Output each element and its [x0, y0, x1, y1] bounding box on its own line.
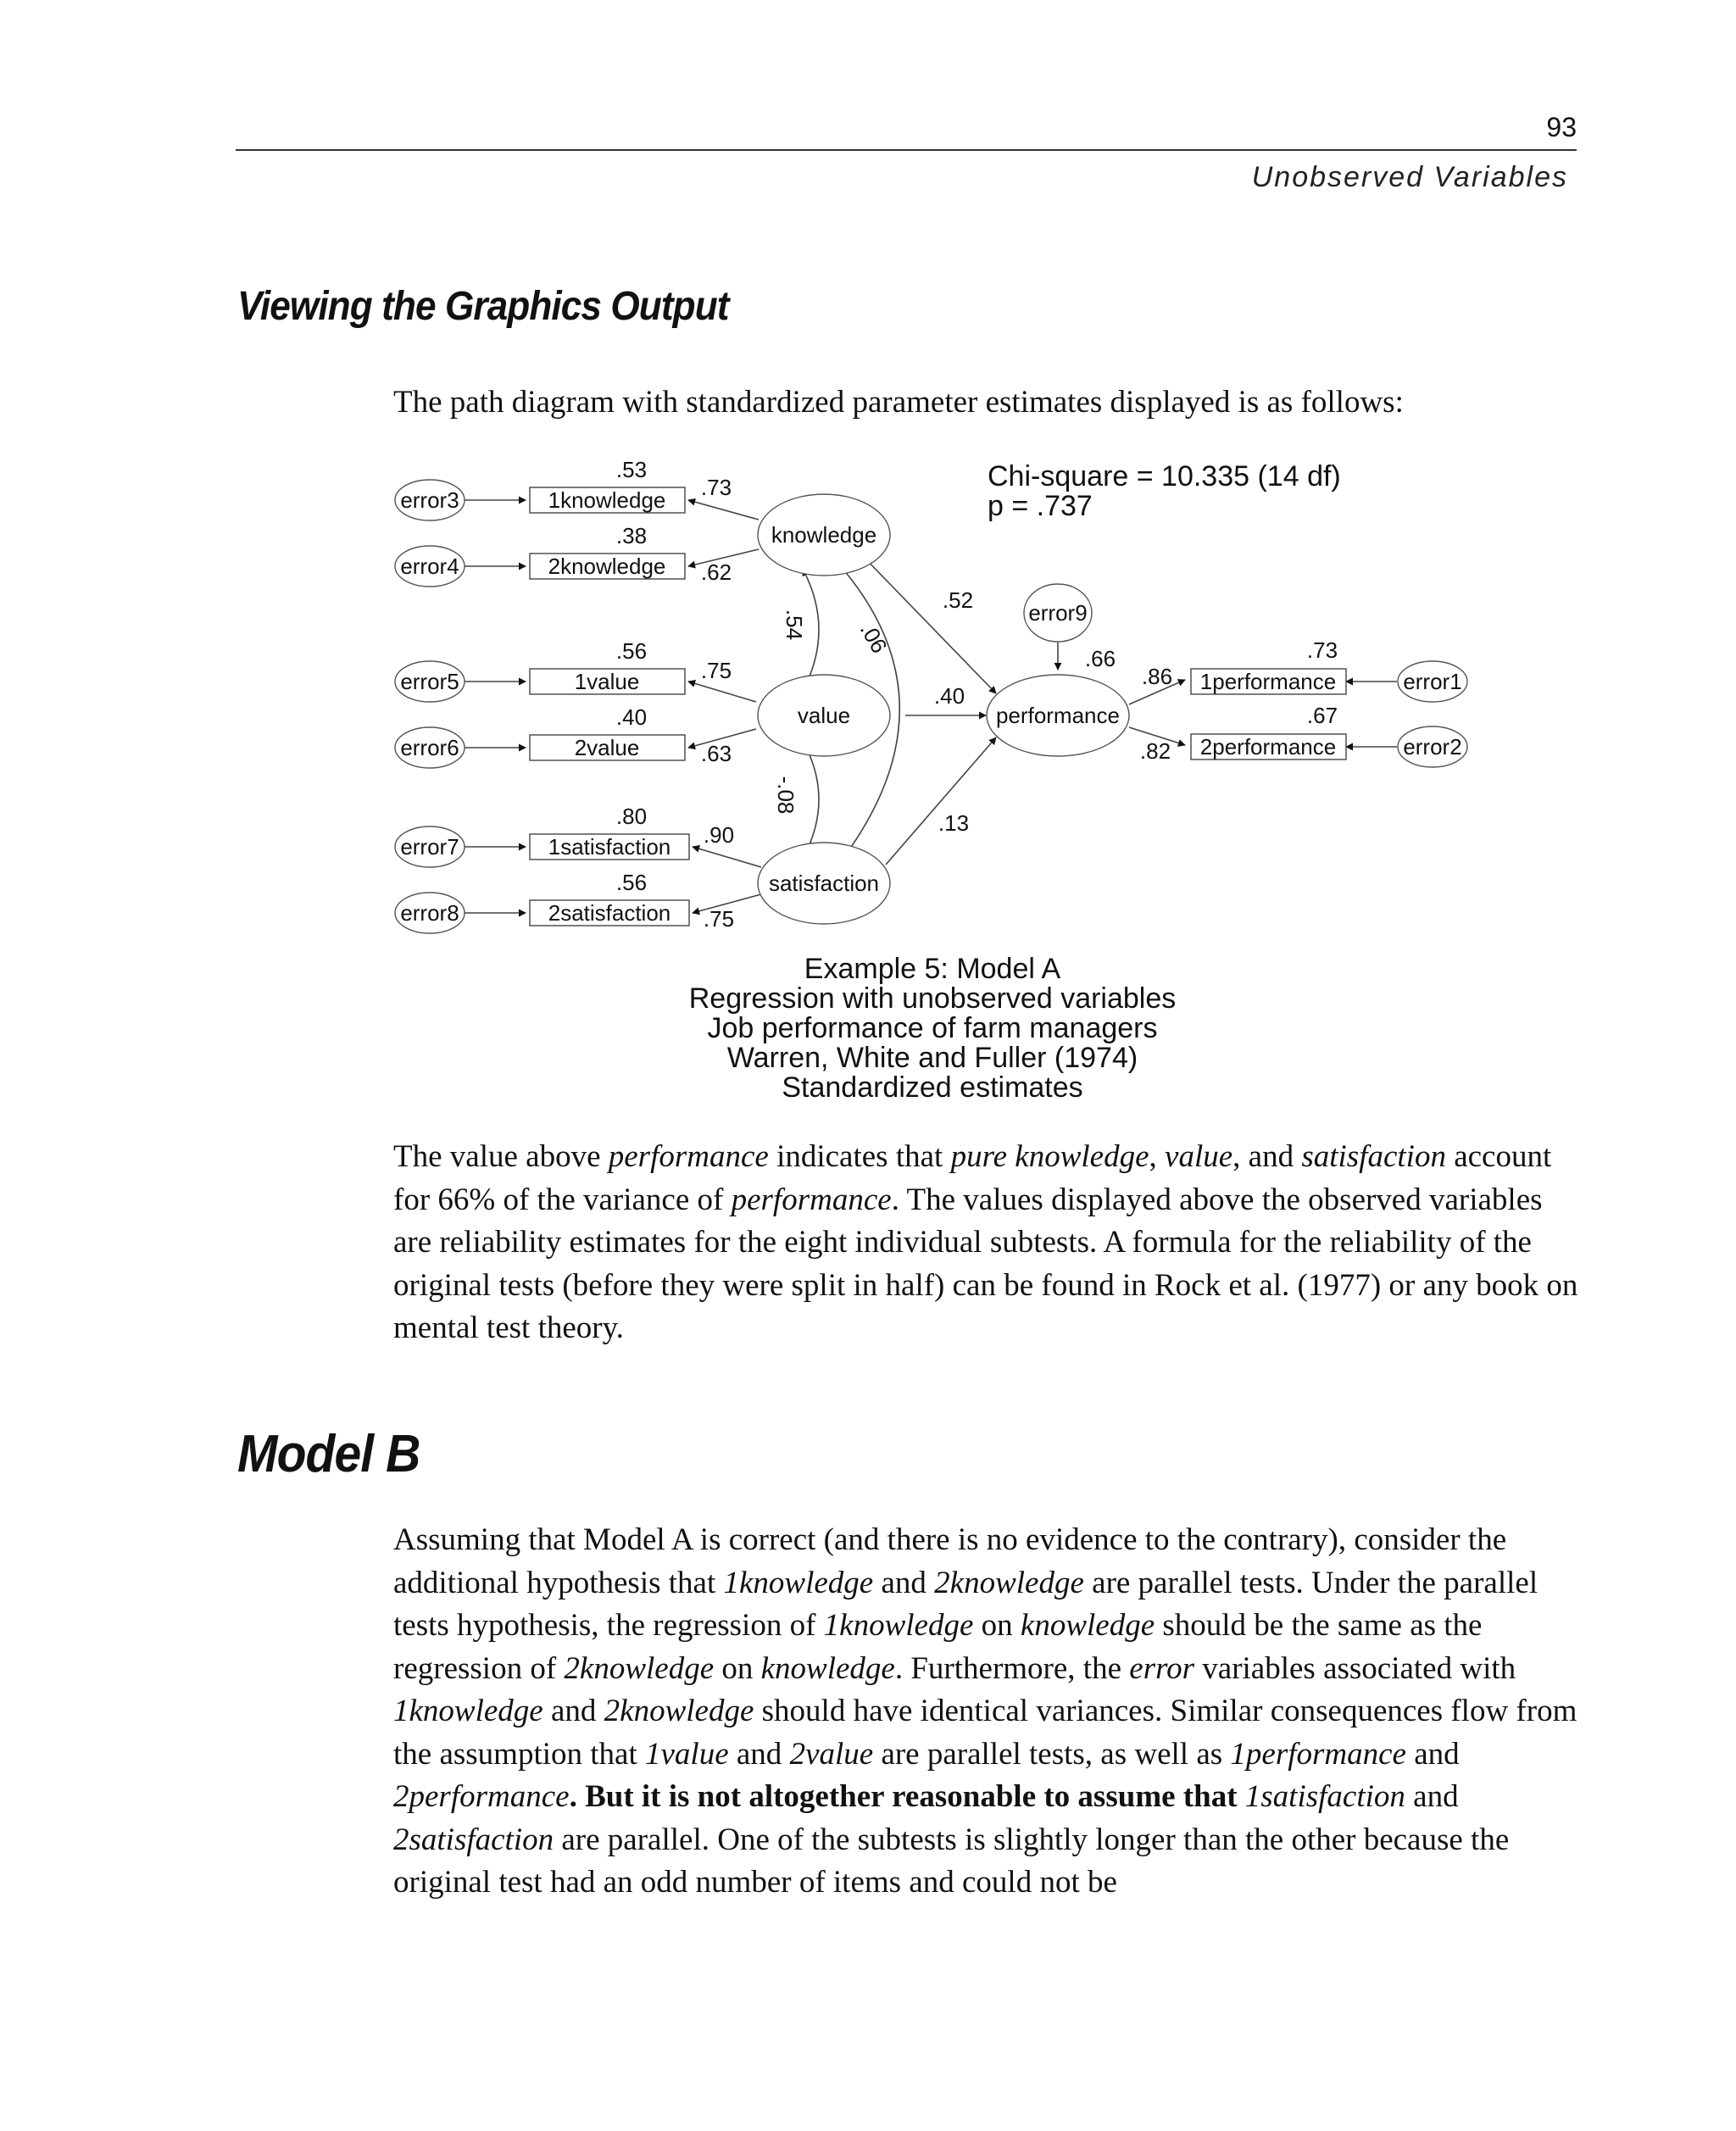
2knowledge-label: 2knowledge — [548, 554, 666, 579]
error2-label: error2 — [1403, 734, 1462, 759]
arrow-satisfaction-performance — [886, 737, 996, 865]
running-head: Unobserved Variables — [1251, 161, 1568, 193]
error7-label: error7 — [400, 834, 459, 860]
model-b-paragraph: Assuming that Model A is correct (and there is no evidence to the contrary), consider the additional hypothesis that 1knowledge and 2knowledge are parallel tests. Under the parallel tests hypothesis, the regression of 1knowledge on knowledge should be the same as the regression of 2knowledge on knowledge. Furthermore, the error variables associated with 1knowledge and 2knowledge should have identical variances. Similar consequences flow from the assumption that 1value and 2value are parallel tests, as well as 1performance and 2performance. But it is not altogether reasonable to assume that 1satisfaction and 2satisfaction are parallel. One of the subtests is slightly longer than the other because the original test had an odd number of items and could not be — [393, 1522, 1577, 1900]
reliability-2satisfaction: .56 — [615, 870, 648, 895]
reliability-1satisfaction: .80 — [615, 804, 648, 829]
p-value-text: p = .737 — [988, 490, 1093, 522]
loading-1satisfaction: .90 — [703, 822, 735, 848]
path-diagram — [390, 448, 1492, 1126]
reliability-1value: .56 — [615, 638, 648, 664]
1performance-label: 1performance — [1199, 669, 1337, 694]
caption-line-4: Warren, White and Fuller (1974) — [726, 1042, 1138, 1074]
knowledge-label: knowledge — [771, 522, 877, 548]
path-knowledge-performance: .52 — [942, 587, 974, 613]
arrow-satisfaction-1satisfaction — [693, 847, 761, 867]
value-label: value — [797, 703, 851, 728]
caption-line-5: Standardized estimates — [782, 1071, 1083, 1104]
section-heading: Viewing the Graphics Output — [237, 284, 729, 329]
corr-value-satisfaction — [803, 741, 819, 859]
reliability-2value: .40 — [615, 704, 648, 730]
reliability-2performance: .67 — [1306, 703, 1338, 728]
corr-value-satisfaction-label: -.08 — [773, 776, 798, 815]
1satisfaction-label: 1satisfaction — [548, 834, 671, 860]
2satisfaction-label: 2satisfaction — [548, 900, 671, 926]
page-number: 93 — [1546, 112, 1577, 142]
path-satisfaction-performance: .13 — [938, 810, 970, 836]
2value-label: 2value — [574, 735, 640, 760]
intro-paragraph: The path diagram with standardized parameter estimates displayed is as follows: — [393, 385, 1404, 420]
reliability-2knowledge: .38 — [615, 523, 648, 548]
model-b-heading: Model B — [237, 1425, 420, 1483]
error5-label: error5 — [400, 669, 459, 694]
caption-line-3: Job performance of farm managers — [707, 1012, 1158, 1044]
path-value-performance: .40 — [933, 683, 965, 709]
arrow-value-1value — [688, 682, 756, 702]
r-squared-performance: .66 — [1084, 646, 1116, 671]
reliability-1performance: .73 — [1306, 637, 1338, 663]
1knowledge-label: 1knowledge — [548, 487, 666, 513]
reliability-1knowledge: .53 — [615, 457, 648, 482]
caption-line-2: Regression with unobserved variables — [688, 982, 1177, 1015]
loading-2knowledge: .62 — [700, 559, 732, 585]
corr-knowledge-value-label: .54 — [782, 609, 807, 641]
arrow-knowledge-1knowledge — [688, 500, 759, 520]
error9-label: error9 — [1028, 600, 1088, 626]
explanation-paragraph: The value above performance indicates that pure knowledge, value, and satisfaction account for 66% of the variance of performance. The values displayed above the observed variables are reliability estimates for the eight individual subtests. A formula for the reliability of the original tests (before they were split in half) can be found in Rock et al. (1977) or any book on mental test theory. — [393, 1139, 1578, 1345]
loading-2satisfaction: .75 — [703, 906, 735, 932]
1value-label: 1value — [574, 669, 640, 694]
performance-label: performance — [996, 703, 1120, 728]
error6-label: error6 — [400, 735, 459, 760]
satisfaction-label: satisfaction — [768, 871, 880, 896]
loading-2performance: .82 — [1139, 738, 1171, 764]
header-rule — [236, 149, 1577, 151]
loading-1performance: .86 — [1141, 664, 1173, 689]
error8-label: error8 — [400, 900, 459, 926]
chi-square-text: Chi-square = 10.335 (14 df) — [988, 460, 1341, 492]
loading-2value: .63 — [700, 741, 732, 766]
error1-label: error1 — [1403, 669, 1462, 694]
corr-knowledge-satisfaction-label: .06 — [854, 618, 893, 658]
loading-1knowledge: .73 — [700, 475, 732, 500]
loading-1value: .75 — [700, 658, 732, 683]
caption-line-1: Example 5: Model A — [804, 953, 1061, 985]
error3-label: error3 — [400, 487, 459, 513]
2performance-label: 2performance — [1199, 734, 1337, 759]
error4-label: error4 — [400, 554, 459, 579]
